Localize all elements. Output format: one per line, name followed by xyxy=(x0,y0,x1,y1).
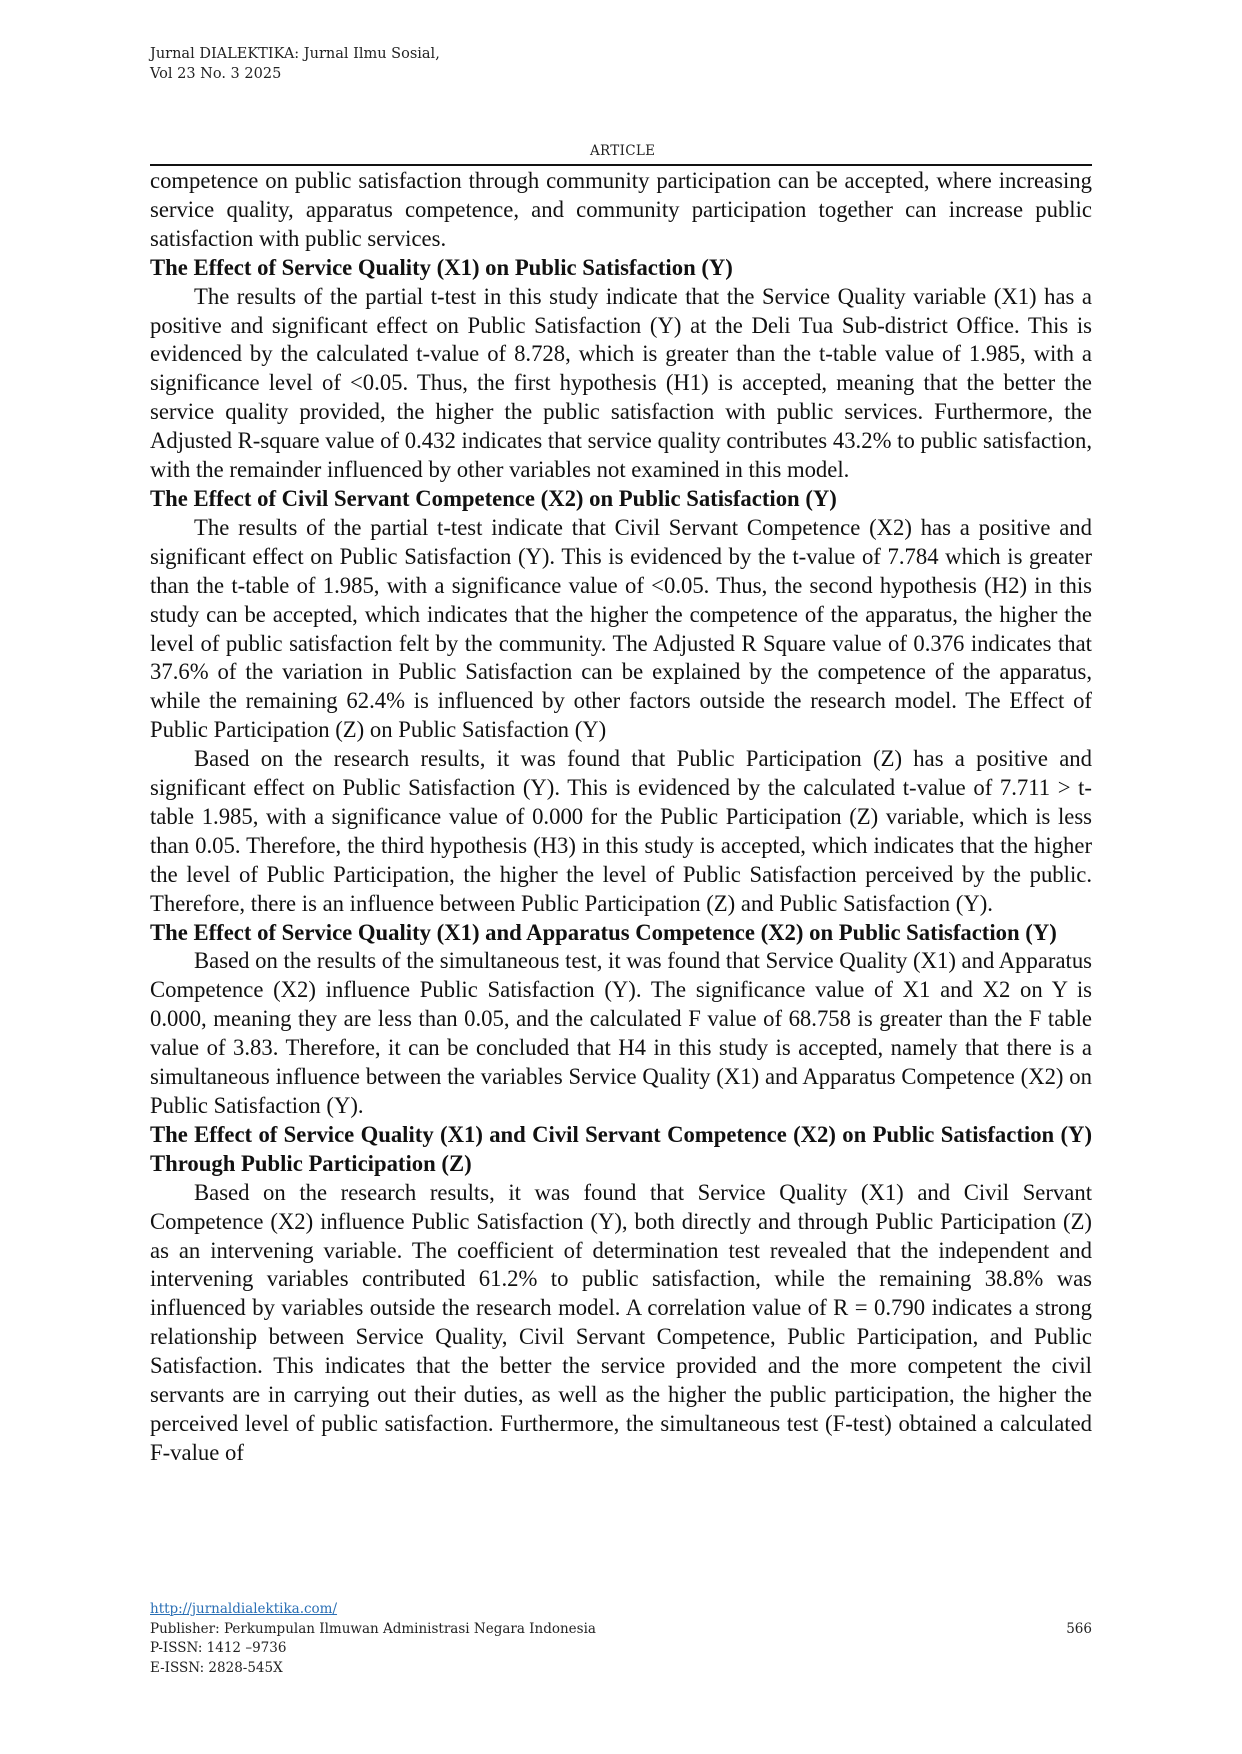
section-heading-simultaneous-x1-x2: The Effect of Service Quality (X1) and Apparatus Competence (X2) on Public Satisfaction (Y) xyxy=(150,919,1057,945)
article-body xyxy=(150,167,1092,1468)
e-issn: E-ISSN: 2828-545X xyxy=(150,1659,283,1676)
paragraph-service-quality: The results of the partial t-test in this study indicate that the Service Quality variable (X1) has a positive and significant effect on Public Satisfaction (Y) at the Deli Tua Sub-district Office. This is evidenced by the calculated t-value of 8.728, which is greater than the t-table value of 1.985, with a significance level of <0.05. Thus, the first hypothesis (H1) is accepted, meaning that the better the service quality provided, the higher the public satisfaction with public services. Furthermore, the Adjusted R-square value of 0.432 indicates that service quality contributes 43.2% to public satisfaction, with the remainder influenced by other variables not examined in this model. xyxy=(150,283,1092,483)
journal-link[interactable]: http://jurnaldialektika.com/ xyxy=(150,1601,338,1617)
paragraph-continuation: competence on public satisfaction through community participation can be accepted, where increasing service quality, apparatus competence, and community participation together can increase public satisfaction with public services. xyxy=(150,168,1092,251)
publisher-text: Publisher: Perkumpulan Ilmuwan Administrasi Negara Indonesia xyxy=(150,1620,596,1637)
page-footer xyxy=(150,1600,1092,1678)
paragraph-public-participation: Based on the research results, it was found that Public Participation (Z) has a positive and significant effect on Public Satisfaction (Y). This is evidenced by the calculated t-value of 7.711 > t-table 1.985, with a significance value of 0.000 for the Public Participation (Z) variable, which is less than 0.05. Therefore, the third hypothesis (H3) in this study is accepted, which indicates that the higher the level of Public Participation, the higher the level of Public Satisfaction perceived by the public. Therefore, there is an influence between Public Participation (Z) and Public Satisfaction (Y). xyxy=(150,746,1092,916)
p-issn: P-ISSN: 1412 –9736 xyxy=(150,1640,287,1656)
paragraph-through-participation: Based on the research results, it was found that Service Quality (X1) and Civil Servant Competence (X2) influence Public Satisfaction (Y), both directly and through Public Participation (Z) as an intervening variable. The coefficient of determination test revealed that the independent and intervening variables contributed 61.2% to public satisfaction, while the remaining 38.8% was influenced by variables outside the research model. A correlation value of R = 0.790 indicates a strong relationship between Service Quality, Civil Servant Competence, Public Participation, and Public Satisfaction. This indicates that the better the service provided and the more competent the civil servants are in carrying out their duties, as well as the higher the public participation, the higher the perceived level of public satisfaction. Furthermore, the simultaneous test (F-test) obtained a calculated F-value of xyxy=(150,1179,1092,1465)
header-rule xyxy=(150,164,1092,166)
journal-volume: Vol 23 No. 3 2025 xyxy=(150,66,282,82)
section-heading-civil-servant-competence: The Effect of Civil Servant Competence (X2) on Public Satisfaction (Y) xyxy=(150,485,837,511)
page-number: 566 xyxy=(1066,1620,1092,1637)
article-label: ARTICLE xyxy=(590,143,656,159)
paragraph-civil-servant-competence: The results of the partial t-test indicate that Civil Servant Competence (X2) has a positive and significant effect on Public Satisfaction (Y). This is evidenced by the t-value of 7.784 which is greater than the t-table of 1.985, with a significance value of <0.05. Thus, the second hypothesis (H2) in this study can be accepted, which indicates that the higher the competence of the apparatus, the higher the level of public satisfaction felt by the community. The Adjusted R Square value of 0.376 indicates that 37.6% of the variation in Public Satisfaction can be explained by the competence of the apparatus, while the remaining 62.4% is influenced by other factors outside the research model. The Effect of Public Participation (Z) on Public Satisfaction (Y) xyxy=(150,514,1092,743)
running-header xyxy=(150,44,440,84)
paragraph-simultaneous-x1-x2: Based on the results of the simultaneous test, it was found that Service Quality (X1) and Apparatus Competence (X2) influence Public Satisfaction (Y). The significance value of X1 and X2 on Y is 0.000, meaning they are less than 0.05, and the calculated F value of 68.758 is greater than the F table value of 3.83. Therefore, it can be concluded that H4 in this study is accepted, namely that there is a simultaneous influence between the variables Service Quality (X1) and Apparatus Competence (X2) on Public Satisfaction (Y). xyxy=(150,948,1092,1118)
section-heading-service-quality: The Effect of Service Quality (X1) on Public Satisfaction (Y) xyxy=(150,254,733,280)
section-heading-through-participation: The Effect of Service Quality (X1) and Civil Servant Competence (X2) on Public Satisfaction (Y) Through Public Participation (Z) xyxy=(150,1121,1092,1176)
journal-title: Jurnal DIALEKTIKA: Jurnal Ilmu Sosial, xyxy=(150,46,440,62)
